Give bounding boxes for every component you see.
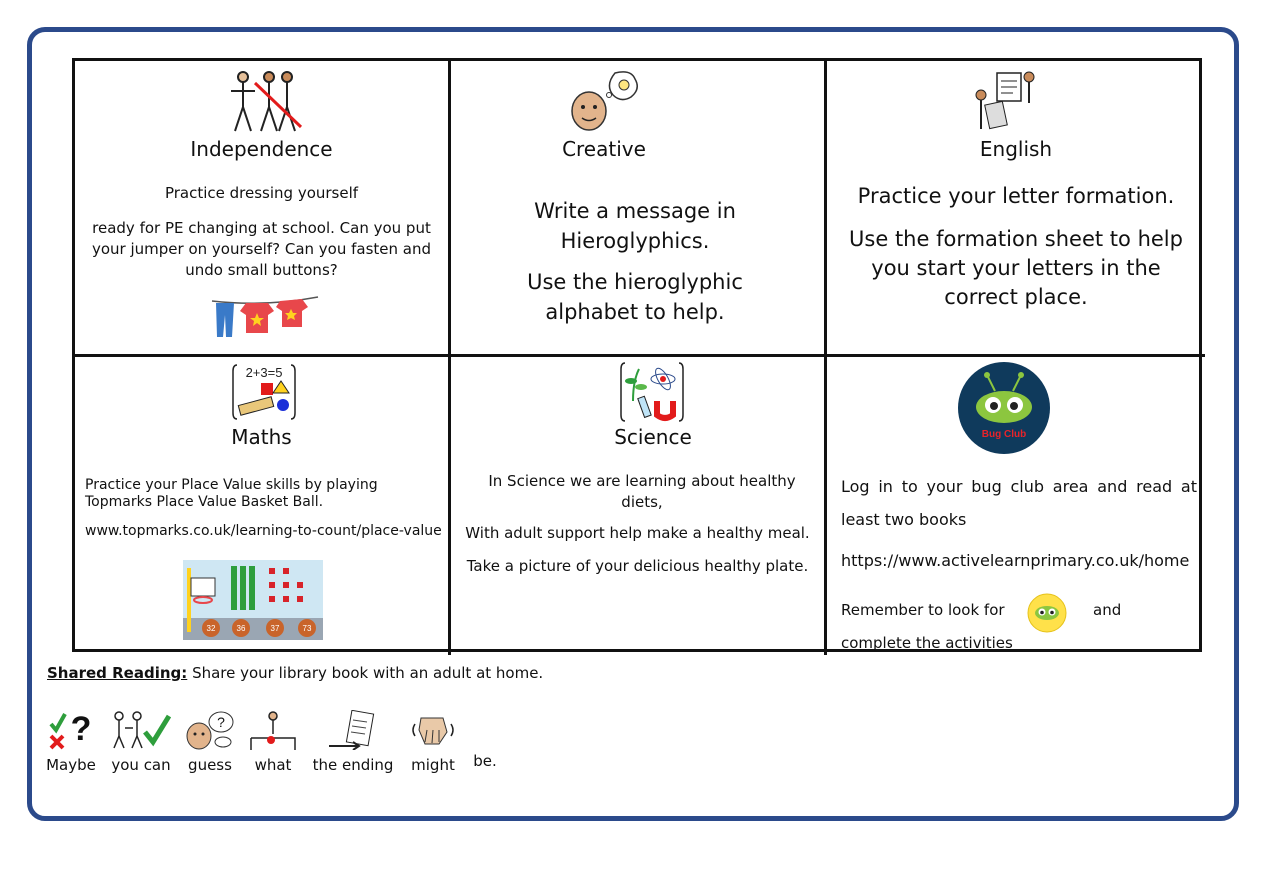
cell-text: Remember to look for — [841, 601, 1005, 619]
cell-title: Creative — [562, 137, 646, 161]
cell-text: Log in to your bug club area and read at least two books — [841, 477, 1197, 529]
bug-face-icon — [1027, 593, 1067, 633]
cell-text: and — [1093, 601, 1122, 619]
cell-text: ready for PE changing at school. Can you put your jumper on yourself? Can you fasten and undo small buttons? — [91, 219, 432, 279]
symbol-label: you can — [111, 756, 171, 774]
cell-text: Write a message in Hieroglyphics. — [534, 199, 736, 253]
cell-creative — [451, 61, 827, 357]
shared-reading — [47, 664, 543, 682]
cell-title: Maths — [231, 425, 292, 449]
symbol-guess — [184, 710, 236, 774]
maths-symbols-icon — [231, 363, 297, 421]
ball-label: 32 — [206, 624, 216, 633]
person-tick-icon — [111, 710, 171, 750]
activity-grid — [72, 58, 1202, 652]
maths-icon-text: 2+3=5 — [245, 365, 283, 380]
people-dressing-icon — [225, 69, 305, 135]
cell-title: English — [979, 137, 1053, 161]
cell-science — [451, 357, 827, 655]
symbol-the-ending — [312, 710, 394, 774]
ball-label: 73 — [302, 624, 312, 633]
symbol-maybe — [46, 710, 96, 774]
cell-bugclub — [827, 357, 1205, 655]
symbol-what — [248, 710, 298, 774]
ball-label: 37 — [270, 624, 280, 633]
cell-maths — [75, 357, 451, 655]
symbol-label: what — [254, 756, 292, 774]
basketball-game-image — [183, 560, 323, 640]
svg-text:?: ? — [70, 710, 92, 748]
cell-text: Practice your letter formation. — [857, 184, 1175, 208]
symbol-label: Maybe — [46, 756, 96, 774]
symbol-might — [406, 710, 460, 774]
cell-text: Take a picture of your delicious healthy plate. — [466, 557, 809, 575]
person-object-icon — [249, 710, 297, 750]
ball-label: 36 — [236, 624, 246, 633]
cell-text: In Science we are learning about healthy diets, — [488, 472, 796, 511]
cell-text: Use the formation sheet to help you start your letters in the correct place. — [849, 227, 1183, 309]
symbol-you-can — [110, 710, 172, 774]
symbol-be — [470, 710, 500, 770]
cell-english — [827, 61, 1205, 357]
symbol-label: be. — [473, 752, 497, 770]
cell-text: Practice dressing yourself — [164, 184, 359, 202]
cell-title: Science — [614, 425, 692, 449]
symbol-label: the ending — [312, 756, 394, 774]
hand-wobble-icon — [407, 710, 459, 750]
thinking-question-icon — [185, 710, 235, 750]
bug-club-logo-text: Bug Club — [981, 429, 1027, 440]
symbol-label: might — [411, 756, 455, 774]
cell-title: Independence — [190, 137, 333, 161]
book-end-icon — [323, 710, 383, 750]
cell-link[interactable]: www.topmarks.co.uk/learning-to-count/place-value — [85, 523, 442, 539]
cell-text: Use the hieroglyphic alphabet to help. — [527, 270, 743, 324]
cell-independence — [75, 61, 451, 357]
washing-line-icon — [210, 293, 320, 341]
cell-text: Practice your Place Value skills by playing Topmarks Place Value Basket Ball. — [85, 477, 378, 510]
cell-text: With adult support help make a healthy meal. — [465, 524, 810, 542]
bug-club-logo — [957, 361, 1051, 455]
writing-sheet-icon — [971, 69, 1037, 135]
svg-text:?: ? — [217, 714, 225, 730]
cell-link[interactable]: https://www.activelearnprimary.co.uk/home — [841, 551, 1190, 570]
science-symbols-icon — [619, 361, 685, 423]
symbol-label: guess — [188, 756, 232, 774]
tick-cross-question-icon — [47, 710, 95, 750]
shared-reading-text: Share your library book with an adult at home. — [192, 664, 544, 682]
thinking-face-icon — [569, 69, 641, 135]
shared-reading-label: Shared Reading: — [47, 664, 188, 682]
cell-text: complete the activities — [841, 634, 1013, 652]
